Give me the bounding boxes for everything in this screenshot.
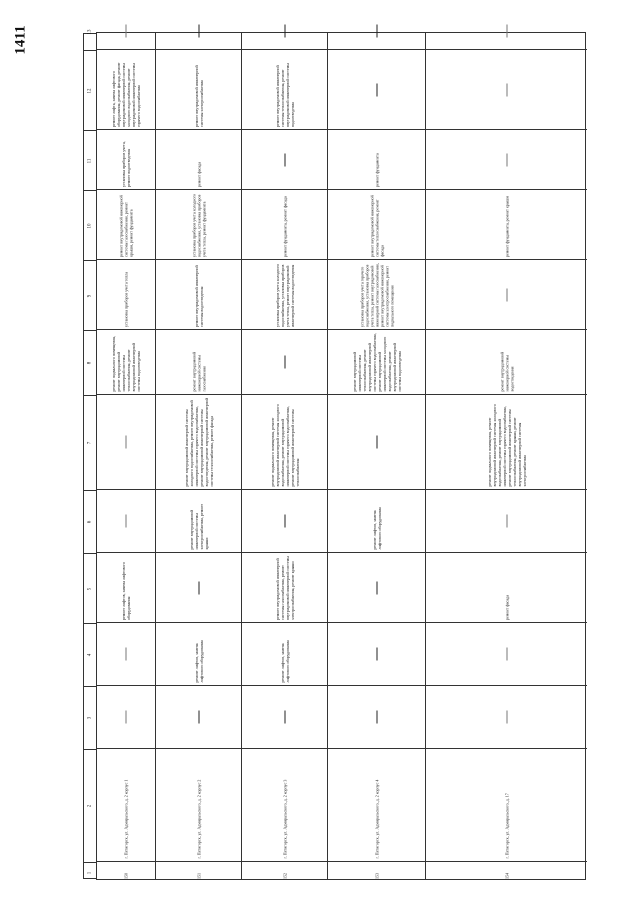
- column-number-cell: [84, 130, 96, 190]
- work-description: ремонт лифтов, замена лифтового оборудования: [121, 561, 131, 620]
- table-cell-col-8: [156, 329, 241, 394]
- empty-dash: [284, 515, 285, 528]
- table-cell-col-3: [328, 685, 425, 748]
- empty-dash: [506, 515, 507, 528]
- empty-dash: [506, 153, 507, 166]
- table-cell-col-5: [328, 552, 425, 622]
- table-cell-col-6: [156, 489, 241, 552]
- table-cell-col-3: [426, 685, 587, 748]
- work-description: ремонт внутридомовой инженерной системы водоотведения: [193, 264, 204, 327]
- work-description: ремонт фасада: [196, 161, 201, 187]
- table-cell-col-10: [156, 189, 241, 259]
- empty-dash: [284, 356, 285, 369]
- address-text: г. Пятигорск, ул. Адмиральского, д. 2 корпус 2: [196, 779, 201, 859]
- table-cell-col-2: [97, 748, 155, 861]
- work-description: ремонт внутридомовой инженерной системы электроснабжения, ремонт крыши: [188, 503, 209, 550]
- table-cell-col-6: [97, 489, 155, 552]
- table-cell-col-12: [242, 49, 327, 129]
- column-number-cell: [84, 686, 96, 749]
- column-number: 6: [87, 520, 93, 524]
- table-cell-col-13: [242, 13, 327, 49]
- column-number-cell: [84, 862, 96, 882]
- column-number-cell: [84, 14, 96, 50]
- empty-dash: [126, 515, 127, 528]
- table-cell-col-3: [97, 685, 155, 748]
- empty-dash: [376, 581, 377, 594]
- table-cell-col-7: [242, 394, 327, 489]
- table-row: [425, 33, 587, 879]
- table-row: [155, 33, 241, 879]
- page-number: [6, 10, 36, 70]
- table-cell-col-7: [328, 394, 425, 489]
- table-cell-col-10: [242, 189, 327, 259]
- column-number-cell: [84, 190, 96, 260]
- table-cell-col-5: [426, 552, 587, 622]
- address-text: г. Пятигорск, ул. Адмиральского, д. 2 корпус 3: [282, 779, 287, 859]
- work-description: установка приборов учета тепла: [123, 271, 129, 327]
- table-cell-col-4: [426, 622, 587, 685]
- work-description: ремонт лифтов, замена лифтового оборудования: [279, 640, 290, 683]
- table-cell-col-9: [426, 259, 587, 329]
- table-cell-col-2: [156, 748, 241, 861]
- table-cell-col-11: [426, 129, 587, 189]
- address-text: г. Пятигорск, ул. Адмиральского, д. 2 корпус 4: [374, 779, 379, 859]
- table-cell-col-6: [242, 489, 327, 552]
- table-row: [97, 33, 155, 879]
- table-cell-col-4: [328, 622, 425, 685]
- table-row: [327, 33, 425, 879]
- table-cell-col-10: [97, 189, 155, 259]
- row-number: 151: [196, 872, 201, 879]
- column-number-header: [83, 29, 97, 879]
- work-description: ремонт лифтов, замена лифтового оборудования: [371, 507, 382, 550]
- empty-dash: [126, 711, 127, 724]
- table-cell-col-13: [156, 13, 241, 49]
- work-description: ремонт фундамента, ремонт крыши: [504, 195, 509, 257]
- table-cell-col-8: [328, 329, 425, 394]
- table-cell-col-12: [97, 49, 155, 129]
- empty-dash: [284, 25, 285, 38]
- column-number: 1: [87, 871, 93, 874]
- row-number: 150: [123, 872, 129, 879]
- row-number: 152: [282, 872, 287, 879]
- work-description: ремонт фундамента: [374, 152, 379, 187]
- table-cell-col-12: [426, 49, 587, 129]
- work-description: ремонт фундамента, ремонт фасада: [282, 195, 287, 257]
- work-description: ремонт внутридомовой инженерной системы газоснабжения, ремонт внутридомовой инженерной системы электроснабжения, ремонт крыши: [274, 555, 295, 620]
- work-description: ремонт внутридомовой инженерной системы газоснабжения, ремонт крыши, ремонт фундамента: [118, 194, 134, 257]
- empty-dash: [198, 25, 199, 38]
- column-number-cell: [84, 330, 96, 395]
- work-description: ремонт подвального помещения, ремонт внутридомовой инженерной системы теплоснабжения, ремонт внутридомовой инженерной системы водоотведения: [111, 335, 141, 392]
- table-cell-col-8: [426, 329, 587, 394]
- row-number: 153: [374, 872, 379, 879]
- table-cell-col-13: [328, 13, 425, 49]
- table-cell-col-5: [242, 552, 327, 622]
- table-cell-col-2: [328, 748, 425, 861]
- table-cell-col-7: [97, 394, 155, 489]
- table-cell-col-2: [242, 748, 327, 861]
- table-cell-col-4: [156, 622, 241, 685]
- work-description: ремонт внутридомовой инженерной системы электроснабжения: [193, 64, 204, 127]
- work-description: установка приборов учета холодного водоснабжения, установка приборов учета тепла, ремонт внутридомовой инженерной системы водоотведения: [274, 263, 295, 327]
- column-number-cell: [84, 395, 96, 490]
- empty-dash: [198, 581, 199, 594]
- table-cell-col-4: [97, 622, 155, 685]
- empty-dash: [506, 25, 507, 38]
- column-number: 12: [87, 88, 93, 93]
- empty-dash: [376, 711, 377, 724]
- table-cell-col-5: [97, 552, 155, 622]
- table-cell-col-13: [426, 13, 587, 49]
- table-cell-col-7: [156, 394, 241, 489]
- table-cell-col-1: [242, 861, 327, 881]
- work-description: установка приборов учета горячего водоснабжения, установка приборов учета тепла, ремонт внутридомовой инженерной системы газоснабжения, ремонт внутридомовой инженерной системы электроснабжения, ремонт подвального помещения: [359, 262, 394, 327]
- work-description: ремонт внутридомовой инженерной системы газоснабжения: [191, 351, 206, 392]
- column-number-cell: [84, 749, 96, 862]
- column-number: 4: [87, 653, 93, 657]
- empty-dash: [506, 83, 507, 96]
- column-number: 13: [87, 29, 93, 35]
- empty-dash: [126, 436, 127, 449]
- address-text: г. Пятигорск, ул. Адмиральского, д. 17: [504, 793, 509, 859]
- table-cell-col-9: [156, 259, 241, 329]
- column-number: 2: [87, 804, 93, 808]
- column-number: 8: [87, 361, 93, 365]
- work-description: ремонт лифтов, замена лифтового оборудования: [193, 640, 204, 683]
- table-cell-col-1: [156, 861, 241, 881]
- work-description: ремонт внутридомовой инженерной системы теплоснабжения, ремонт внутридомовой инженерной системы горячего водоснабжения, ремонт внутридомовой инженерной системы холодного водоснабжения, ремонт внутридомовой инженерной системы водоотведения: [351, 333, 402, 392]
- address-text: г. Пятигорск, ул. Адмиральского, д. 2 корпус 1: [123, 779, 129, 859]
- page-number-text: 1411: [12, 25, 29, 55]
- column-number-cell: [84, 623, 96, 686]
- column-number-cell: [84, 490, 96, 553]
- table-cell-col-8: [242, 329, 327, 394]
- empty-dash: [376, 25, 377, 38]
- table-cell-col-3: [156, 685, 241, 748]
- table-cell-col-4: [242, 622, 327, 685]
- empty-dash: [284, 711, 285, 724]
- table-cell-col-11: [242, 129, 327, 189]
- column-number-cell: [84, 50, 96, 130]
- table-cell-col-11: [156, 129, 241, 189]
- empty-dash: [506, 288, 507, 301]
- work-description: ремонт внутридомовой инженерной системы теплоснабжения, ремонт внутридомовой инженерной системы водоотведения: [274, 62, 295, 127]
- table-cell-col-6: [328, 489, 425, 552]
- work-description: установка приборов учета, ремонт водоотведения: [121, 140, 131, 187]
- empty-dash: [376, 648, 377, 661]
- table-cell-col-12: [328, 49, 425, 129]
- work-description: ремонт подвального помещения, ремонт внутридомовой инженерной системы холодного водоснабжения, ремонт внутридомовой инженерной системы горячего водоснабжения, ремонт внутридомовой инженерной системы теплоснабжения, ремонт крыши, ремонт внутридомовой инженерной системы электроснабжения: [486, 404, 527, 487]
- empty-dash: [126, 648, 127, 661]
- work-description: ремонт внутридомовой инженерной системы холодного водоснабжения, ремонт внутридомовой инженерной системы горячего водоснабжения, ремонт внутридомовой инженерной системы водоотведения, ремонт внутридомовой инженерной системы теплоснабжения, ремонт фасада: [183, 397, 214, 487]
- column-number: 11: [87, 158, 93, 163]
- column-number-cell: [84, 553, 96, 623]
- column-number: 9: [87, 294, 93, 297]
- table-cell-col-9: [242, 259, 327, 329]
- table-cell-col-11: [97, 129, 155, 189]
- table-cell-col-1: [97, 861, 155, 881]
- column-number-cell: [84, 260, 96, 330]
- table-row: [241, 33, 327, 879]
- table-cell-col-10: [426, 189, 587, 259]
- work-description: ремонт лифта, замена лифтового оборудования, ремонт фасада, ремонт внутридомовой инженерной системы холодного водоснабжения, ремонт внутридомовой инженерной системы горячего водоснабжения: [111, 61, 141, 127]
- table-cell-col-6: [426, 489, 587, 552]
- row-number: 154: [504, 872, 509, 879]
- repair-schedule-table: [87, 29, 586, 880]
- column-number: 5: [87, 587, 93, 590]
- empty-dash: [126, 25, 127, 38]
- work-description: ремонт внутридомовой инженерной системы водоотведения: [499, 351, 514, 392]
- work-description: ремонт подвального помещения, ремонт внутридомовой инженерной системы холодного водоснабжения, ремонт внутридомовой инженерной системы горячего водоснабжения, ремонт внутридомовой инженерной системы теплоснабжения: [269, 404, 300, 487]
- table-cell-col-7: [426, 394, 587, 489]
- empty-dash: [198, 711, 199, 724]
- table-cell-col-11: [328, 129, 425, 189]
- table-cell-col-2: [426, 748, 587, 861]
- table-cell-col-9: [328, 259, 425, 329]
- table-cell-col-9: [97, 259, 155, 329]
- work-description: ремонт внутридомовой инженерной системы теплоснабжения, ремонт фасада: [369, 194, 384, 257]
- empty-dash: [376, 436, 377, 449]
- column-number: 3: [87, 716, 93, 720]
- table-cell-col-5: [156, 552, 241, 622]
- table-cell-col-3: [242, 685, 327, 748]
- table-cell-col-8: [97, 329, 155, 394]
- work-description: ремонт фасада: [504, 594, 509, 620]
- table-cell-col-1: [328, 861, 425, 881]
- column-number: 7: [87, 441, 93, 445]
- table-cell-col-10: [328, 189, 425, 259]
- table-cell-col-13: [97, 13, 155, 49]
- work-description: установка приборов учета холодного водоснабжения, установка приборов учета тепла, ремонт фундамента: [191, 193, 206, 257]
- empty-dash: [284, 153, 285, 166]
- empty-dash: [506, 711, 507, 724]
- table-cell-col-1: [426, 861, 587, 881]
- table-cell-col-12: [156, 49, 241, 129]
- empty-dash: [506, 648, 507, 661]
- empty-dash: [376, 83, 377, 96]
- column-number: 10: [87, 223, 93, 228]
